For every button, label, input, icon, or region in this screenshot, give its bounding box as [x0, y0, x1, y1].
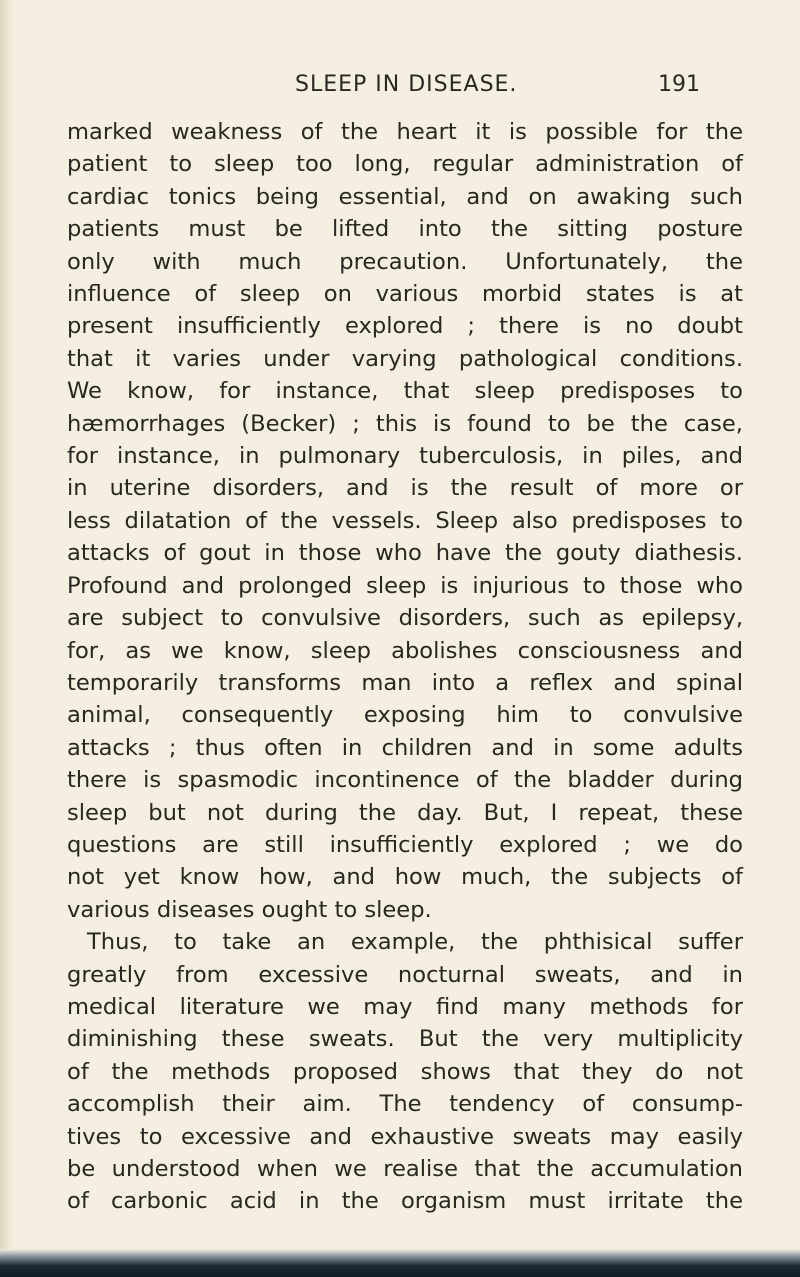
text-line: Thus, to take an example, the phthisical suffer: [87, 929, 743, 956]
text-line: various diseases ought to sleep.: [67, 896, 432, 923]
scan-bottom-edge: [0, 1249, 800, 1277]
text-line: for instance, in pulmonary tuberculosis, in piles, and: [67, 443, 743, 470]
body-text: [67, 116, 743, 1218]
text-line: not yet know how, and how much, the subjects of: [67, 864, 743, 891]
text-line: tives to excessive and exhaustive sweats may easily: [67, 1123, 743, 1150]
running-head: [100, 72, 700, 112]
text-line: attacks of gout in those who have the gouty diathesis.: [67, 540, 743, 567]
text-line: cardiac tonics being essential, and on awaking such: [67, 183, 743, 210]
text-line: diminishing these sweats. But the very multiplicity: [67, 1026, 743, 1053]
text-line: only with much precaution. Unfortunately, the: [67, 248, 743, 275]
text-line: of carbonic acid in the organism must irritate the: [67, 1188, 743, 1215]
text-line: that it varies under varying pathological conditions.: [67, 345, 743, 372]
text-line: attacks ; thus often in children and in some adults: [67, 734, 743, 761]
text-line: in uterine disorders, and is the result of more or: [67, 475, 743, 502]
text-line: hæmorrhages (Becker) ; this is found to be the case,: [67, 410, 743, 437]
text-line: are subject to convulsive disorders, such as epilepsy,: [67, 605, 743, 632]
text-line: of the methods proposed shows that they do not: [67, 1058, 743, 1085]
text-line: influence of sleep on various morbid states is at: [67, 281, 743, 308]
text-line: patient to sleep too long, regular administration of: [67, 151, 743, 178]
text-line: less dilatation of the vessels. Sleep also predisposes to: [67, 507, 743, 534]
text-line: present insufficiently explored ; there is no doubt: [67, 313, 743, 340]
text-line: questions are still insufficiently explored ; we do: [67, 831, 743, 858]
text-line: accomplish their aim. The tendency of consump-: [67, 1091, 743, 1118]
text-line: Profound and prolonged sleep is injurious to those who: [67, 572, 743, 599]
text-line: greatly from excessive nocturnal sweats, and in: [67, 961, 743, 988]
text-line: patients must be lifted into the sitting posture: [67, 216, 743, 243]
text-line: for, as we know, sleep abolishes consciousness and: [67, 637, 743, 664]
page-binding-edge: [0, 0, 14, 1277]
text-line: marked weakness of the heart it is possible for the: [67, 119, 743, 145]
text-line: We know, for instance, that sleep predisposes to: [67, 378, 743, 405]
running-title: SLEEP IN DISEASE.: [295, 72, 518, 97]
text-line: temporarily transforms man into a reflex and spinal: [67, 669, 743, 696]
text-line: be understood when we realise that the accumulation: [67, 1156, 743, 1182]
text-line: sleep but not during the day. But, I repeat, these: [67, 799, 743, 826]
text-line: animal, consequently exposing him to convulsive: [67, 702, 743, 729]
text-line: there is spasmodic incontinence of the bladder during: [67, 767, 743, 794]
text-line: medical literature we may find many methods for: [67, 993, 743, 1020]
page-number: 191: [658, 72, 700, 97]
